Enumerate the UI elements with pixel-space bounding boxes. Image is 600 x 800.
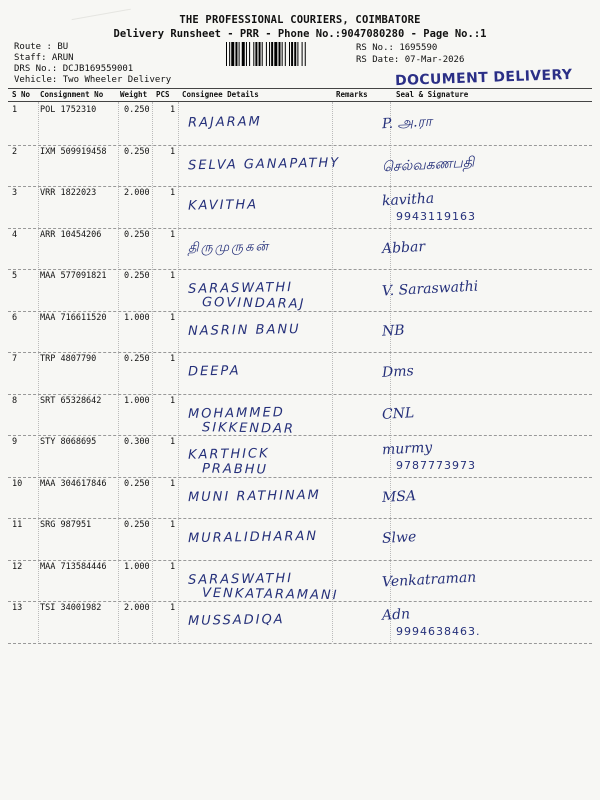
staff-label: Staff: ARUN: [14, 53, 74, 63]
row-signature: V. Saraswathi: [381, 278, 479, 300]
row-weight: 1.000: [124, 561, 150, 572]
row-sno: 5: [12, 271, 18, 281]
row-pcs: 1: [170, 105, 176, 115]
row-weight: 1.000: [124, 312, 150, 323]
row-pcs: 1: [170, 229, 176, 240]
row-weight: 0.250: [124, 354, 150, 364]
row-sno: 13: [12, 603, 23, 613]
row-consignment-no: MAA 716611520: [40, 312, 107, 323]
row-pcs: 1: [170, 395, 176, 406]
row-weight: 0.250: [124, 105, 150, 115]
row-divider: [8, 560, 592, 561]
document-delivery-stamp: DOCUMENT DELIVERY: [394, 66, 573, 90]
row-consignee-name: MUNI RATHINAM: [187, 487, 321, 505]
row-divider: [8, 394, 592, 395]
row-signature: kavitha: [381, 190, 435, 210]
row-weight: 0.250: [124, 146, 150, 157]
col-header-consignment: Consignment No: [40, 90, 104, 99]
drs-label: DRS No.: DCJB169559001: [14, 64, 134, 74]
row-signature: murmy: [381, 439, 433, 459]
row-signature: Dms: [381, 363, 415, 381]
row-consignee-name: SIKKENDAR: [201, 419, 296, 437]
row-consignment-no: SRG 987951: [40, 520, 92, 530]
column-divider: [178, 102, 179, 642]
row-pcs: 1: [170, 520, 176, 530]
col-header-seal: Seal & Signature: [396, 90, 469, 99]
row-consignee-name: GOVINDARAJ: [201, 295, 306, 312]
row-consignee-name: SELVA GANAPATHY: [187, 155, 341, 173]
row-sno: 2: [12, 146, 18, 157]
row-weight: 2.000: [124, 603, 150, 613]
row-pcs: 1: [170, 437, 176, 447]
row-sno: 4: [12, 229, 18, 240]
row-sno: 6: [12, 312, 18, 323]
row-consignment-no: TSI 34001982: [40, 603, 102, 613]
row-weight: 0.250: [124, 271, 150, 281]
row-sno: 7: [12, 354, 18, 364]
row-consignee-name: NASRIN BANU: [187, 321, 301, 339]
row-weight: 2.000: [124, 188, 150, 198]
route-label: Route : BU: [14, 42, 69, 52]
row-signature: MSA: [381, 487, 417, 506]
row-weight: 1.000: [124, 395, 150, 406]
col-header-consignee: Consignee Details: [182, 90, 259, 99]
header-rule-bottom: [8, 101, 592, 102]
row-consignment-no: SRT 65328642: [40, 395, 102, 406]
column-divider: [38, 102, 39, 642]
row-divider: [8, 435, 592, 436]
row-consignee-name: KAVITHA: [187, 197, 259, 214]
row-consignee-name: VENKATARAMANI: [201, 585, 339, 603]
row-consignment-no: STY 8068695: [40, 437, 97, 447]
row-divider: [8, 643, 592, 644]
row-divider: [8, 228, 592, 229]
col-header-weight: Weight: [120, 90, 148, 99]
column-divider: [332, 102, 333, 642]
row-pcs: 1: [170, 603, 176, 613]
rs-date: RS Date: 07-Mar-2026: [356, 55, 465, 65]
barcode-icon: [226, 42, 352, 66]
row-sno: 10: [12, 478, 23, 489]
header-rule-top: [8, 88, 592, 89]
row-consignment-no: ARR 10454206: [40, 229, 102, 240]
rs-number: RS No.: 1695590: [356, 43, 438, 53]
row-consignee-name: திருமுருகன்: [187, 238, 271, 256]
row-sno: 3: [12, 188, 18, 198]
row-consignee-name: MURALIDHARAN: [187, 528, 319, 547]
row-consignee-name: MUSSADIQA: [187, 612, 285, 629]
row-consignment-no: TRP 4807790: [40, 354, 97, 364]
row-consignment-no: VRR 1822023: [40, 188, 97, 198]
row-signature: Slwe: [381, 529, 417, 547]
column-divider: [118, 102, 119, 642]
row-pcs: 1: [170, 271, 176, 281]
row-consignee-name: SARASWATHI: [187, 570, 294, 588]
row-signature-phone: 9943119163: [396, 210, 476, 223]
row-signature: Abbar: [381, 238, 426, 257]
row-signature: CNL: [381, 404, 415, 423]
row-signature: NB: [381, 321, 405, 340]
row-consignment-no: MAA 713584446: [40, 561, 107, 572]
row-weight: 0.250: [124, 478, 150, 489]
row-divider: [8, 477, 592, 478]
row-consignee-name: SARASWATHI: [187, 280, 294, 297]
col-header-pcs: PCS: [156, 90, 170, 99]
row-divider: [8, 601, 592, 602]
row-pcs: 1: [170, 478, 176, 489]
row-consignee-name: MOHAMMED: [187, 404, 285, 422]
row-divider: [8, 352, 592, 353]
row-sno: 8: [12, 395, 18, 406]
row-pcs: 1: [170, 354, 176, 364]
row-consignment-no: MAA 304617846: [40, 478, 107, 489]
row-weight: 0.300: [124, 437, 150, 447]
col-header-sno: S No: [12, 90, 31, 99]
row-consignee-name: DEEPA: [187, 363, 241, 380]
row-sno: 12: [12, 561, 23, 572]
row-sno: 1: [12, 105, 18, 115]
row-divider: [8, 186, 592, 187]
row-divider: [8, 311, 592, 312]
page-subtitle: Delivery Runsheet - PRR - Phone No.:9047080280 - Page No.:1: [113, 28, 487, 40]
row-weight: 0.250: [124, 229, 150, 240]
rs-meta: [356, 42, 464, 66]
row-consignment-no: MAA 577091821: [40, 271, 107, 281]
row-consignment-no: POL 1752310: [40, 105, 97, 115]
row-consignment-no: IXM 509919458: [40, 146, 107, 157]
runsheet-meta: [14, 42, 171, 86]
column-divider: [152, 102, 153, 642]
vehicle-label: Vehicle: Two Wheeler Delivery: [14, 75, 172, 85]
row-pcs: 1: [170, 188, 176, 198]
row-consignee-name: KARTHICK: [187, 446, 270, 463]
row-consignee-name: PRABHU: [201, 461, 269, 478]
row-signature-phone: 9994638463.: [396, 625, 481, 638]
row-pcs: 1: [170, 312, 176, 323]
row-pcs: 1: [170, 561, 176, 572]
row-signature: செல்வகணபதி: [381, 154, 475, 175]
row-signature: P. அ.ரா: [381, 113, 433, 133]
row-signature-phone: 9787773973: [396, 459, 476, 472]
row-consignee-name: RAJARAM: [187, 114, 262, 131]
row-pcs: 1: [170, 146, 176, 157]
col-header-remarks: Remarks: [336, 90, 368, 99]
row-divider: [8, 145, 592, 146]
row-sno: 9: [12, 437, 18, 447]
row-signature: Venkatraman: [381, 569, 477, 590]
row-signature: Adn: [381, 606, 411, 624]
row-divider: [8, 269, 592, 270]
row-weight: 0.250: [124, 520, 150, 530]
row-sno: 11: [12, 520, 23, 530]
row-divider: [8, 518, 592, 519]
page-title: THE PROFESSIONAL COURIERS, COIMBATORE: [179, 14, 421, 26]
